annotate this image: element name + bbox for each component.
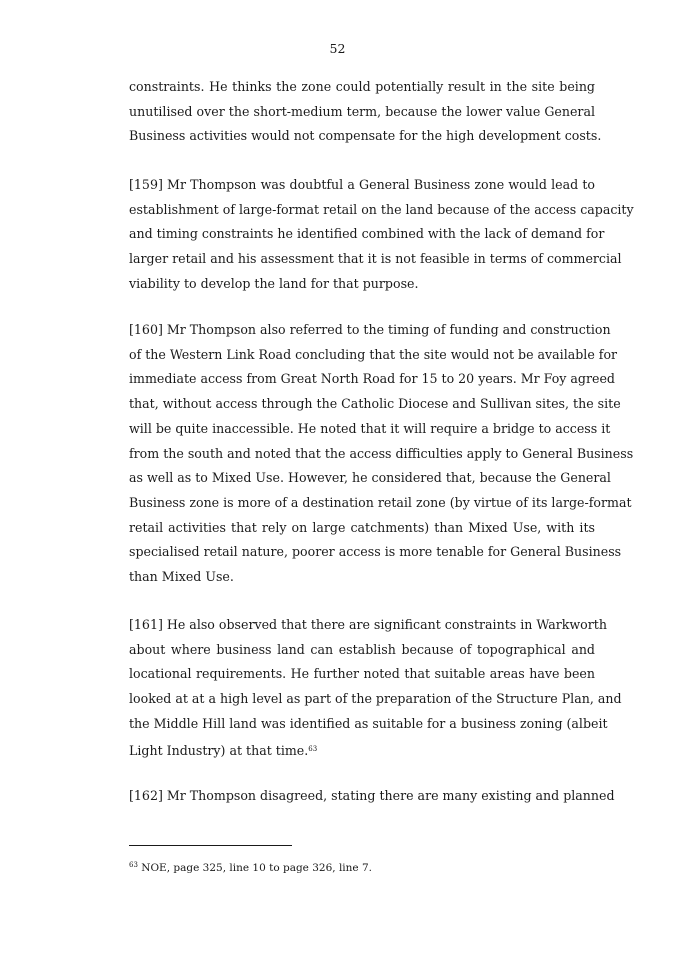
paragraph-160 — [129, 318, 634, 590]
footnote-number: 63 — [129, 861, 138, 869]
text-line: and timing constraints he identified combined with the lack of demand for — [129, 226, 605, 242]
text-line: [162] Mr Thompson disagreed, stating there are many existing and planned — [129, 788, 615, 803]
paragraph-1 — [129, 75, 602, 149]
paragraph-161 — [129, 613, 622, 763]
text-line: specialised retail nature, poorer access is more tenable for General Business — [129, 544, 622, 560]
text-line: constraints. He thinks the zone could potentially result in the site being — [129, 79, 595, 94]
text-line: Business zone is more of a destination retail zone (by virtue of its large-format — [129, 494, 632, 510]
text-line: from the south and noted that the access difficulties apply to General Business — [129, 445, 634, 461]
footnote-reference[interactable]: 63 — [308, 744, 318, 753]
text-line: looked at at a high level as part of the preparation of the Structure Plan, and — [129, 691, 622, 707]
text-line: [159] Mr Thompson was doubtful a General Business zone would lead to — [129, 177, 595, 192]
paragraph-159 — [129, 173, 634, 297]
footnote-text: NOE, page 325, line 10 to page 326, line 7. — [141, 862, 372, 874]
footnote-separator — [129, 845, 292, 846]
text-line: locational requirements. He further noted that suitable areas have been — [129, 666, 595, 682]
text-line: will be quite inaccessible. He noted that it will require a bridge to access it — [129, 420, 611, 436]
text-line: the Middle Hill land was identified as suitable for a business zoning (albeit — [129, 715, 608, 731]
text-line: about where business land can establish because of topographical and — [129, 641, 595, 657]
text-line: Business activities would not compensate for the high development costs. — [129, 128, 602, 144]
page-number: 52 — [329, 41, 346, 56]
text-line: viability to develop the land for that purpose. — [129, 275, 419, 291]
text-line: [160] Mr Thompson also referred to the timing of funding and construction — [129, 322, 611, 337]
text-line: that, without access through the Catholic Diocese and Sullivan sites, the site — [129, 396, 621, 412]
text-line: as well as to Mixed Use. However, he considered that, because the General — [129, 470, 611, 486]
text-line: establishment of large-format retail on the land because of the access capacity — [129, 201, 634, 217]
paragraph-162 — [129, 784, 615, 809]
text-line: larger retail and his assessment that it is not feasible in terms of commercial — [129, 251, 622, 267]
text-line — [129, 737, 595, 764]
text-line: of the Western Link Road concluding that the site would not be available for — [129, 346, 618, 362]
text-line: than Mixed Use. — [129, 569, 234, 585]
text-line: unutilised over the short-medium term, because the lower value General — [129, 103, 595, 119]
footnote — [129, 858, 595, 875]
text-line-content: Light Industry) at that time. — [129, 742, 309, 758]
text-line: retail activities that rely on large catchments) than Mixed Use, with its — [129, 519, 595, 535]
text-line: [161] He also observed that there are significant constraints in Warkworth — [129, 617, 607, 632]
text-line: immediate access from Great North Road for 15 to 20 years. Mr Foy agreed — [129, 371, 615, 387]
